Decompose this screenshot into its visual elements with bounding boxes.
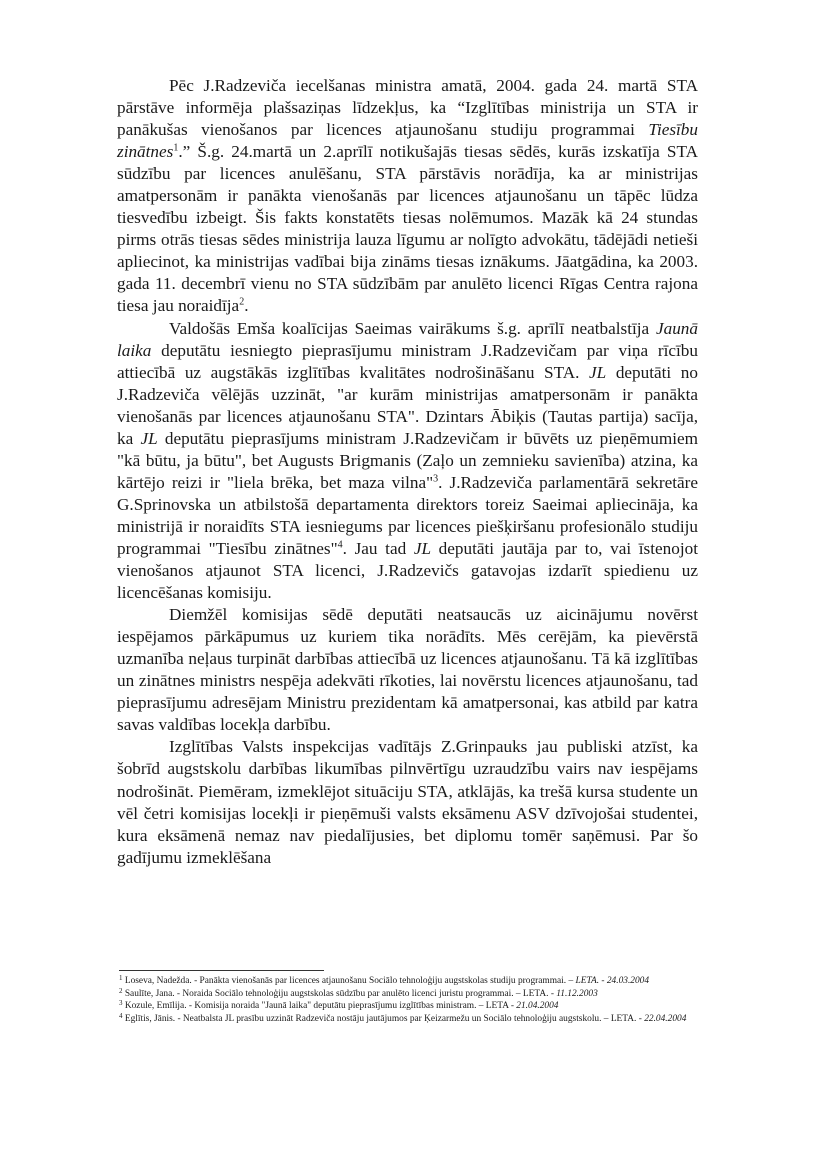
footnote	[119, 1000, 702, 1013]
italic-text: 11.12.2003	[556, 988, 598, 999]
footnote-divider	[119, 970, 324, 971]
text-run: . J.Radzeviča parlamentārā sekretāre G.Sprinovska un atbilstošā departamenta direktors toreiz Saeimai apliecināja, ka ministrijā ir noraidīts STA iesniegums par licences piešķiršanu profesionālo studiju programmai "Tiesību zinātnes"	[117, 472, 699, 558]
text-run: deputāti no J.Radzeviča vēlējās uzzināt, "ar kurām ministrijas amatpersonām ir panākta vienošanās par licences atjaunošanu STA". Dzintars Ābiķis (Tautas partija) sacīja, ka	[117, 362, 698, 448]
footnote	[119, 1013, 702, 1026]
footnote-marker: 3	[119, 999, 123, 1008]
italic-text: LETA. - 24.03.2004	[575, 976, 650, 986]
footnote	[119, 988, 702, 1001]
paragraph	[117, 75, 698, 318]
text-run: deputāti jautāja par to, vai īstenojot vienošanos atjaunot STA licenci, J.Radzevičs gatavojas izdarīt spiedienu uz licencēšanas komisiju.	[117, 538, 698, 603]
footnote-marker: 1	[173, 142, 179, 154]
paragraph	[117, 736, 698, 868]
text-run: Izglītības Valsts inspekcijas vadītājs Z.Grinpauks jau publiski atzīst, ka šobrīd augstskolu darbības likumības pilnvērtīgu uzraudzību vairs nav iespējams nodrošināt. Piemēram, izmeklējot situāciju STA, atklājās, ka trešā kursa studente un vēl četri komisijas locekļi ir pieņēmuši valsts eksāmenu ASV dzīvojošai studentei, kura eksāmenā nemaz nav piedalījusies, bet diplomu tomēr saņēmusi. Par šo gadījumu izmeklēšana	[117, 737, 698, 867]
text-run: .	[244, 296, 249, 316]
text-run: Diemžēl komisijas sēdē deputāti neatsaucās uz aicinājumu novērst iespējamos pārkāpumus uz kuriem tika norādīts. Mēs cerējām, ka pievērstā uzmanība neļaus turpināt darbības attiecībā uz licences atjaunošanu. Tā kā izglītības un zinātnes ministrs nespēja adekvāti rīkoties, lai novērstu licences atjaunošanu, tad pieprasījumu adresējam Ministru prezidentam kā amatpersonai, kas atbild par katra savas valdības locekļa darbību.	[117, 605, 698, 735]
text-run: . Jau tad	[342, 538, 414, 558]
text-run: .” Š.g. 24.martā un 2.aprīlī notikušajās tiesas sēdēs, kurās izskatīja STA sūdzību par licences anulēšanu, STA pārstāvis norādīja, ka ar ministrijas amatpersonām ir panākta vienošanās par licences atjaunošanu un tāpēc lūdza tiesvedību izbeigt. Šis fakts konstatēts tiesas nolēmumos. Mazāk kā 24 stundas pirms otrās tiesas sēdes ministrija lauza līgumu ar nolīgto advokātu, tādējādi netieši apliecinot, ka ministrijas vadībai bija zināms tiesas iznākums. Jāatgādina, ka 2003. gada 11. decembrī vienu no STA sūdzībām par anulēto licenci Rīgas Centra rajona tiesa jau noraidīja	[117, 142, 698, 316]
footnote-marker: 3	[433, 473, 439, 485]
italic-text: 21.04.2004	[516, 1001, 559, 1012]
text-run: Eglītis, Jānis. - Neatbalsta JL prasību uzzināt Radzeviča nostāju jautājumos par Ķeizarmežu un Sociālo tehnoloģiju augstskolu. – LETA. -	[122, 1013, 645, 1024]
text-run: Valdošās Emša koalīcijas Saeimas vairākums š.g. aprīlī neatbalstīja	[169, 318, 656, 338]
footnote	[119, 975, 702, 988]
text-run: deputātu pieprasījums ministram J.Radzevičam ir būvēts uz pieņēmumiem "kā būtu, ja būtu", bet Augusts Brigmanis (Zaļo un zemnieku savienība) atzina, ka kārtējo reizi ir "liela brēka, bet maza vilna"	[117, 428, 698, 492]
italic-text: 22.04.2004	[644, 1013, 687, 1024]
footnote-marker: 2	[119, 986, 123, 995]
paragraph	[117, 318, 698, 605]
text-run: Saulīte, Jana. - Noraida Sociālo tehnoloģiju augstskolas sūdzību par anulēto licenci juristu programmai. – LETA. -	[122, 988, 557, 999]
footnotes	[119, 975, 702, 1025]
italic-text: JL	[413, 538, 432, 558]
italic-text: JL	[589, 362, 607, 382]
footnote-marker: 1	[119, 974, 123, 982]
paragraph	[117, 604, 698, 736]
text-run: Kozule, Emīlija. - Komisija noraida "Jaunā laika" deputātu pieprasījumu izglītības ministram. – LETA -	[122, 1001, 517, 1012]
text-run: Loseva, Nadežda. - Panākta vienošanās par licences atjaunošanu Sociālo tehnoloģiju augstskolas studiju programmai. –	[122, 976, 576, 986]
italic-text: JL	[140, 428, 158, 448]
italic-text: Jaunā laika	[117, 318, 698, 360]
footnote-marker: 4	[119, 1011, 123, 1020]
italic-text: Tiesību zinātnes	[117, 120, 698, 162]
footnote-marker: 4	[337, 539, 343, 551]
text-run: deputātu iesniegto pieprasījumu ministram J.Radzevičam par viņa rīcību attiecībā uz augstākās izglītības kvalitātes nodrošināšanu STA.	[117, 340, 698, 382]
text-run: Pēc J.Radzeviča iecelšanas ministra amatā, 2004. gada 24. martā STA pārstāve informēja plašsaziņas līdzekļus, ka “Izglītības ministrija un STA ir panākušas vienošanos par licences atjaunošanu studiju programmai	[117, 76, 698, 140]
body-text	[117, 75, 698, 869]
footnote-marker: 2	[239, 296, 245, 308]
